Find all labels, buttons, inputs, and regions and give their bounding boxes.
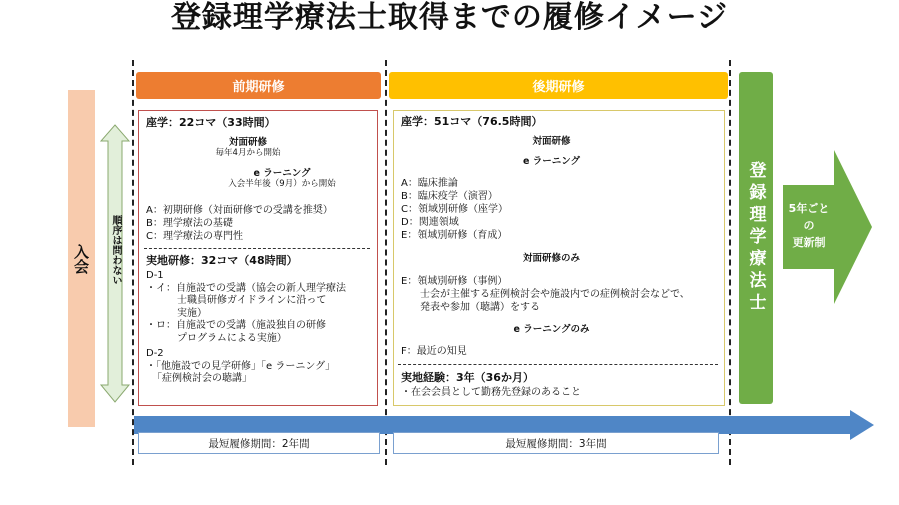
late-topic: D：関連領域: [401, 217, 459, 228]
early-header: 前期研修: [136, 72, 381, 99]
registered-pt-label: 登録理学療法士: [745, 161, 766, 315]
admission-label: 入会: [72, 243, 90, 274]
d1-item: 実施）: [177, 307, 207, 319]
late-experience-item: ・在会会員として勤務先登録のあること: [401, 387, 581, 398]
early-lecture: 座学：22コマ（33時間）: [146, 116, 276, 129]
early-divider: [144, 248, 370, 249]
early-el-title: e ラーニング: [253, 168, 311, 179]
d2-item: 「症例検討会の聴講」: [152, 373, 252, 384]
early-f2f-note: 毎年4月から開始: [215, 148, 281, 158]
renewal-line-1: 5年ごと: [788, 202, 830, 215]
late-e-item: 士会が主催する症例検討会や施設内での症例検討会などで、: [420, 289, 690, 300]
late-header: 後期研修: [389, 72, 728, 99]
d1-label: D‐1: [146, 270, 164, 281]
early-d-section: [146, 270, 346, 386]
admission-bar: [68, 90, 95, 427]
late-f2f-only-label: 対面研修のみ: [522, 252, 580, 264]
late-topic: E：領域別研修（育成）: [401, 230, 508, 241]
d1-item: 士職員研修ガイドラインに沿って: [177, 295, 327, 306]
d2-item: ・「他施設での見学研修」「e ラーニング」: [146, 360, 336, 372]
late-f-item: F：最近の知見: [401, 346, 467, 357]
late-topic: B：臨床疫学（演習）: [401, 191, 498, 202]
early-topic: A：初期研修（対面研修での受講を推奨）: [146, 205, 333, 216]
late-topic: C：領域別研修（座学）: [401, 204, 508, 215]
registered-pt-bar: [739, 72, 773, 404]
early-topic: B：理学療法の基礎: [146, 218, 233, 229]
early-min-period: 最短履修期間：2年間: [138, 432, 380, 454]
late-lecture: 座学：51コマ（76.5時間）: [401, 115, 543, 128]
late-el-label: e ラーニング: [522, 155, 581, 167]
d1-item: プログラムによる実施）: [177, 332, 287, 344]
late-topic: A：臨床推論: [401, 178, 458, 189]
early-topics: [146, 204, 333, 243]
late-e-item: 発表や参加（聴講）をする: [420, 302, 540, 313]
late-f2f-label: 対面研修: [532, 135, 571, 147]
early-topic: C：理学療法の専門性: [146, 231, 243, 242]
d1-item: ・イ：自施設での受講（協会の新人理学療法: [146, 282, 346, 294]
late-e-section: [401, 275, 690, 314]
late-min-period: 最短履修期間：3年間: [393, 432, 719, 454]
late-topics: [401, 177, 508, 242]
late-e-item: E：領域別研修（事例）: [401, 276, 508, 287]
early-el-note: 入会半年後（9月）から開始: [228, 179, 336, 189]
early-practical: 実地研修：32コマ（48時間）: [146, 254, 298, 267]
renewal-line-2: の: [803, 219, 815, 232]
late-el-only-label: e ラーニングのみ: [513, 323, 590, 335]
page-title: 登録理学療法士取得までの履修イメージ: [170, 0, 729, 35]
d1-item: ・ロ：自施設での受講（施設独自の研修: [146, 320, 326, 331]
late-divider: [398, 364, 718, 365]
late-experience: 実地経験：3年（36か月）: [401, 371, 534, 384]
order-note: 順序は問わない: [110, 215, 121, 285]
early-el-label: [211, 167, 353, 191]
renewal-line-3: 更新制: [792, 236, 826, 249]
d2-label: D‐2: [146, 348, 164, 359]
early-f2f-title: 対面研修: [228, 137, 267, 148]
early-f2f-label: [143, 136, 353, 160]
renewal-text: [783, 200, 835, 251]
